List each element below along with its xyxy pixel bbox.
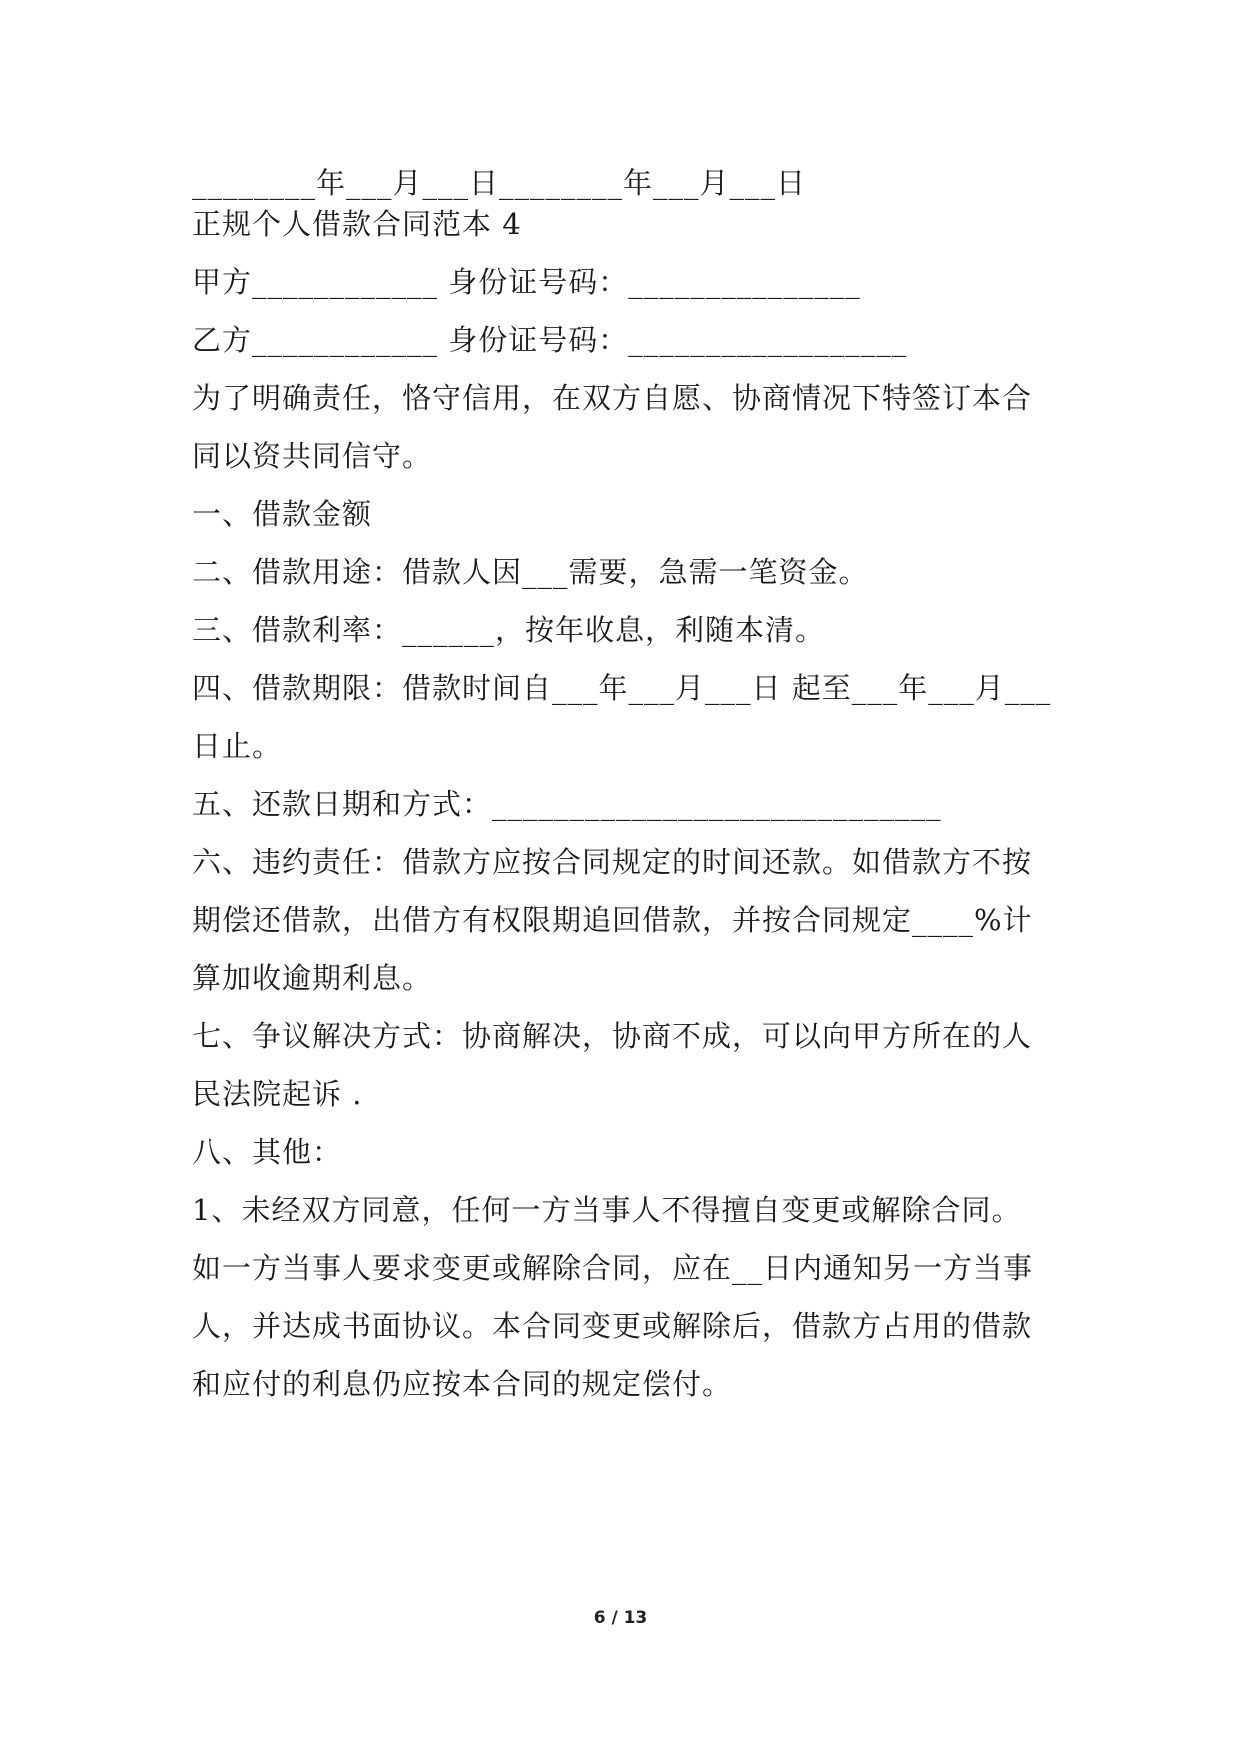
page-number: 6 / 13 <box>593 1608 648 1628</box>
contract-title: 正规个人借款合同范本 4 <box>192 207 522 241</box>
clause-8-item-1-line-4: 和应付的利息仍应按本合同的规定偿付。 <box>192 1367 733 1401</box>
clause-3-rate: 三、借款利率：______，按年收息，利随本清。 <box>192 613 826 647</box>
clause-8-item-1-line-1: 1、未经双方同意，任何一方当事人不得擅自变更或解除合同。 <box>192 1193 1022 1227</box>
clause-6-liability-line-1: 六、违约责任：借款方应按合同规定的时间还款。如借款方不按 <box>192 845 1033 879</box>
clause-6-liability-line-3: 算加收逾期利息。 <box>192 961 433 995</box>
clause-8-other: 八、其他： <box>192 1135 343 1169</box>
clause-7-dispute-line-2: 民法院起诉 . <box>192 1077 363 1111</box>
clause-1-amount: 一、借款金额 <box>192 497 373 531</box>
clause-2-purpose: 二、借款用途：借款人因___需要，急需一笔资金。 <box>192 555 869 589</box>
clause-8-item-1-line-2: 如一方当事人要求变更或解除合同，应在__日内通知另一方当事 <box>192 1251 1034 1285</box>
clause-7-dispute-line-1: 七、争议解决方式：协商解决，协商不成，可以向甲方所在的人 <box>192 1019 1033 1053</box>
preamble-line-1: 为了明确责任，恪守信用，在双方自愿、协商情况下特签订本合 <box>192 381 1033 415</box>
party-b-line: 乙方____________ 身份证号码：__________________ <box>192 323 908 357</box>
clause-5-repayment: 五、还款日期和方式：_____________________________ <box>192 787 942 821</box>
clause-4-term-line-2: 日止。 <box>192 729 283 763</box>
clause-8-item-1-line-3: 人，并达成书面协议。本合同变更或解除后，借款方占用的借款 <box>192 1309 1033 1343</box>
preamble-line-2: 同以资共同信守。 <box>192 439 433 473</box>
clause-6-liability-line-2: 期偿还借款，出借方有权限期追回借款，并按合同规定____%计 <box>192 903 1033 937</box>
date-line: ________年___月___日________年___月___日 <box>192 166 807 200</box>
clause-4-term-line-1: 四、借款期限：借款时间自___年___月___日 起至___年___月___ <box>192 671 1052 705</box>
party-a-line: 甲方____________ 身份证号码：_______________ <box>192 265 861 299</box>
